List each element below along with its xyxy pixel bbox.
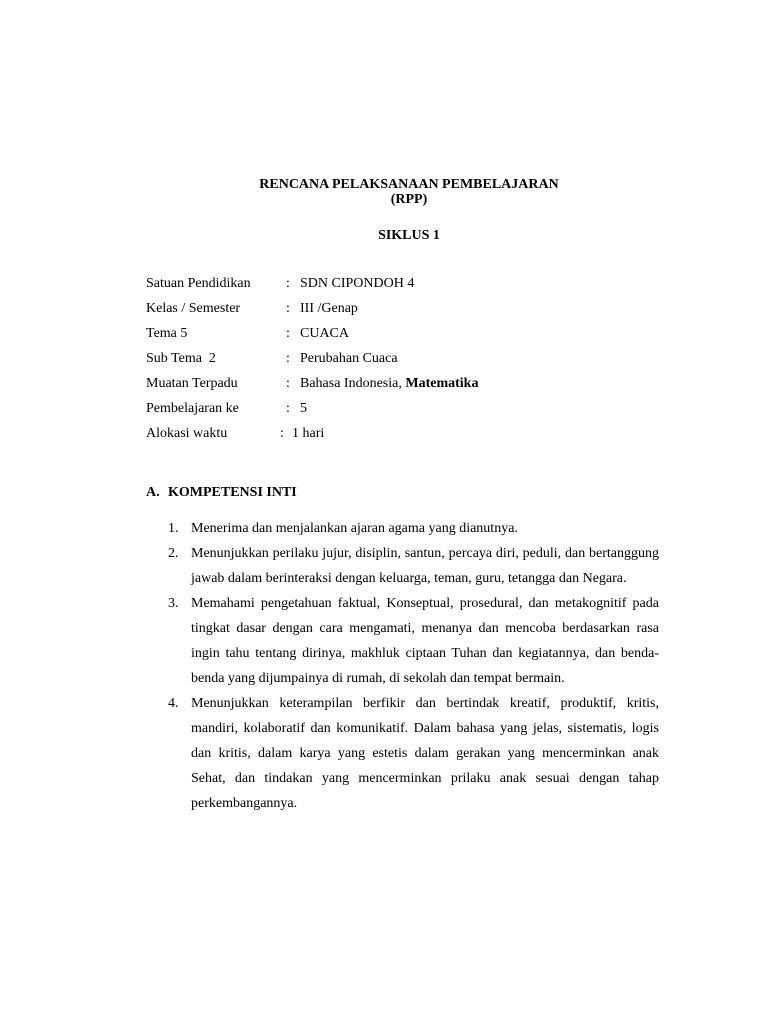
section-letter: A. xyxy=(146,485,160,500)
identity-value: SDN CIPONDOH 4 xyxy=(300,276,415,291)
list-item xyxy=(168,516,659,541)
list-item-number: 3. xyxy=(168,596,179,611)
identity-value: CUACA xyxy=(300,326,350,341)
document-subtitle: (RPP) xyxy=(390,192,428,207)
section-heading-kompetensi-inti xyxy=(146,483,297,503)
list-item-number: 2. xyxy=(168,546,179,561)
identity-value: Perubahan Cuaca xyxy=(300,351,398,366)
muatan-subject-plain: Bahasa Indonesia, xyxy=(300,376,406,391)
list-item xyxy=(168,691,659,816)
list-item-number: 1. xyxy=(168,521,179,536)
identity-colon: : xyxy=(286,276,290,291)
identity-value: 5 xyxy=(300,401,307,416)
identity-colon: : xyxy=(286,326,290,341)
muatan-subject-bold: Matematika xyxy=(405,376,479,391)
cycle-heading: SIKLUS 1 xyxy=(378,228,440,243)
identity-colon: : xyxy=(286,376,290,391)
identity-label: Kelas / Semester xyxy=(146,301,241,316)
list-item-text: Memahami pengetahuan faktual, Konseptual, prosedural, dan metakognitif pada tingkat dasar dengan cara mengamati, menanya dan mencoba berdasarkan rasa ingin tahu tentang dirinya, makhluk ciptaan Tuhan dan kegiatannya, dan benda-benda yang dijumpainya di rumah, di sekolah dan tempat bermain. xyxy=(191,596,659,686)
list-item xyxy=(168,541,659,591)
identity-label: Alokasi waktu xyxy=(146,426,228,441)
identity-value: 1 hari xyxy=(292,426,325,441)
identity-colon: : xyxy=(280,426,284,441)
document-title: RENCANA PELAKSANAAN PEMBELAJARAN xyxy=(259,177,559,192)
identity-label: Muatan Terpadu xyxy=(146,376,238,391)
identity-value xyxy=(300,374,478,394)
kompetensi-inti-list xyxy=(168,516,659,816)
list-item-text: Menunjukkan keterampilan berfikir dan bertindak kreatif, produktif, kritis, mandiri, kolaboratif dan komunikatif. Dalam bahasa yang jelas, sistematis, logis dan kritis, dalam karya yang estetis dalam gerakan yang mencerminkan anak Sehat, dan tindakan yang mencerminkan prilaku anak sesuai dengan tahap perkembangannya. xyxy=(191,696,659,811)
section-title: KOMPETENSI INTI xyxy=(168,485,297,500)
identity-label: Sub Tema 2 xyxy=(146,351,216,366)
identity-label: Satuan Pendidikan xyxy=(146,276,251,291)
list-item-text: Menunjukkan perilaku jujur, disiplin, santun, percaya diri, peduli, dan bertanggung jawab dalam berinteraksi dengan keluarga, teman, guru, tetangga dan Negara. xyxy=(191,546,659,586)
list-item-text: Menerima dan menjalankan ajaran agama yang dianutnya. xyxy=(191,521,518,536)
identity-colon: : xyxy=(286,351,290,366)
identity-label: Tema 5 xyxy=(146,326,188,341)
identity-label: Pembelajaran ke xyxy=(146,401,239,416)
list-item-number: 4. xyxy=(168,696,179,711)
list-item xyxy=(168,591,659,691)
identity-colon: : xyxy=(286,401,290,416)
identity-value: III /Genap xyxy=(300,301,358,316)
identity-colon: : xyxy=(286,301,290,316)
